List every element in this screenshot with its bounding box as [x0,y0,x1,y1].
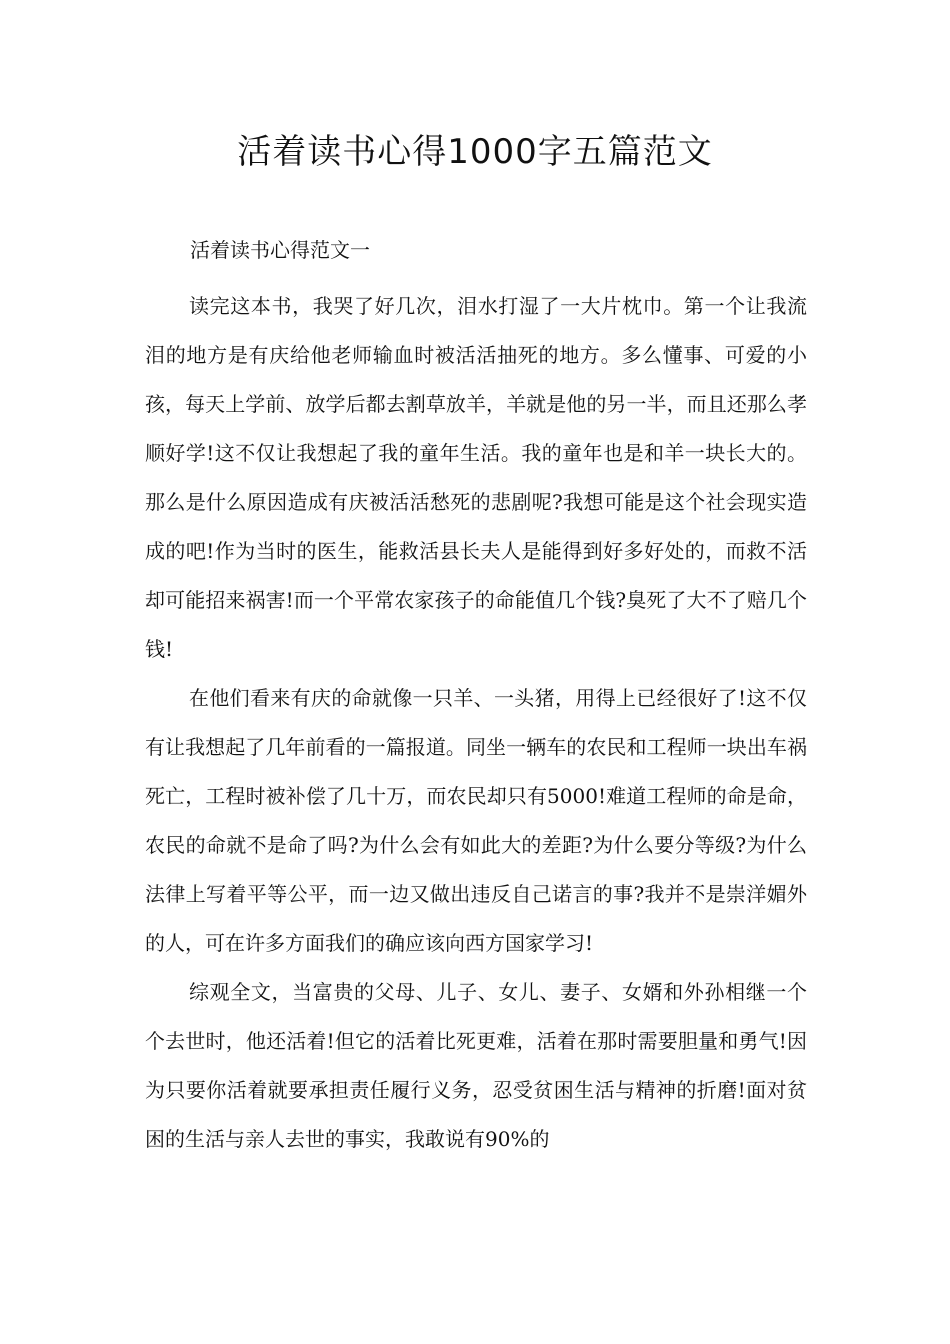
paragraph-2: 在他们看来有庆的命就像一只羊、一头猪，用得上已经很好了!这不仅有让我想起了几年前看的一篇报道。同坐一辆车的农民和工程师一块出车祸死亡，工程时被补偿了几十万，而农民却只有5000!难道工程师的命是命，农民的命就不是命了吗?为什么会有如此大的差距?为什么要分等级?为什么法律上写着平等公平，而一边又做出违反自己诺言的事?我并不是崇洋媚外的人，可在许多方面我们的确应该向西方国家学习! [145,686,807,955]
document-title: 活着读书心得1000字五篇范文 [237,132,713,172]
paragraph-3: 综观全文，当富贵的父母、儿子、女儿、妻子、女婿和外孙相继一个个去世时，他还活着!但它的活着比死更难，活着在那时需要胆量和勇气!因为只要你活着就要承担责任履行义务，忍受贫困生活与精神的折磨!面对贫困的生活与亲人去世的事实，我敢说有90%的 [145,980,807,1151]
essay-subheading: 活着读书心得范文一 [190,238,370,262]
essay-body [145,282,807,1164]
paragraph-1: 读完这本书，我哭了好几次，泪水打湿了一大片枕巾。第一个让我流泪的地方是有庆给他老师输血时被活活抽死的地方。多么懂事、可爱的小孩，每天上学前、放学后都去割草放羊，羊就是他的另一半，而且还那么孝顺好学!这不仅让我想起了我的童年生活。我的童年也是和羊一块长大的。那么是什么原因造成有庆被活活愁死的悲剧呢?我想可能是这个社会现实造成的吧!作为当时的医生，能救活县长夫人是能得到好多好处的，而救不活却可能招来祸害!而一个平常农家孩子的命能值几个钱?臭死了大不了赔几个钱! [145,294,807,661]
